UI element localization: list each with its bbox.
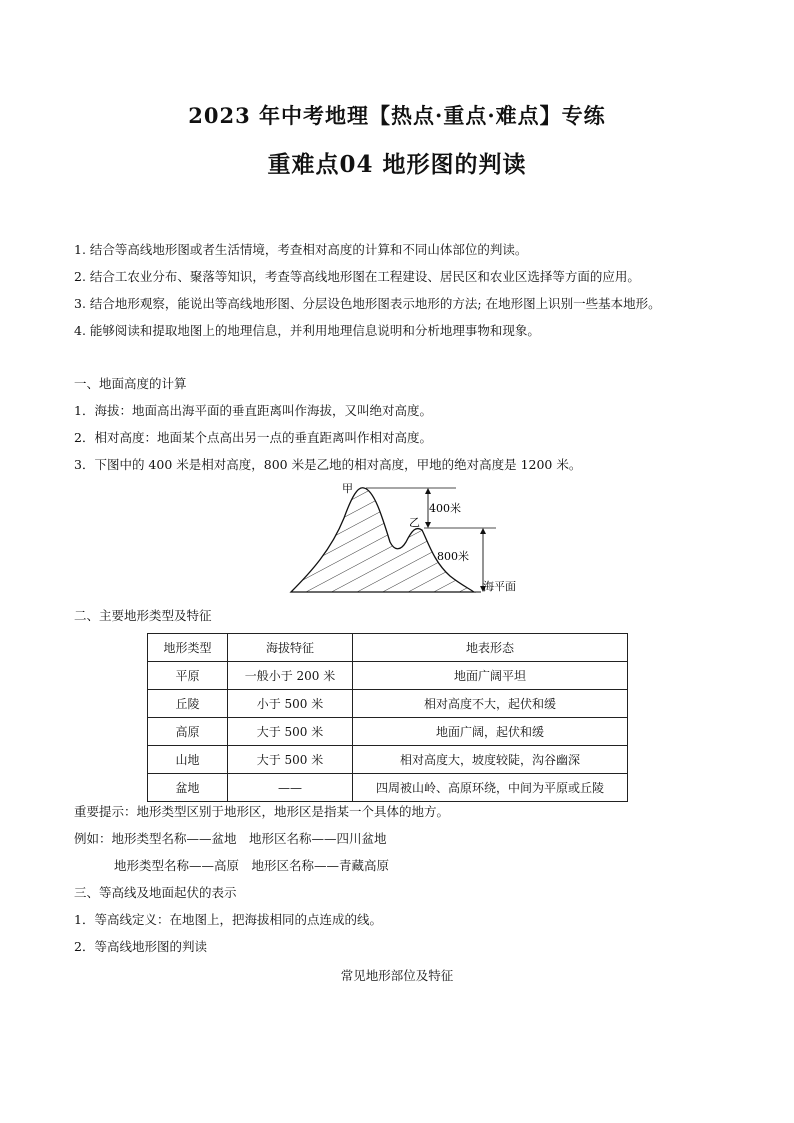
section-contour [74, 882, 382, 963]
table-cell: 相对高度大，坡度较陡，沟谷幽深 [353, 746, 628, 774]
example-line: 地形类型名称——高原 地形区名称——青藏高原 [114, 858, 390, 873]
list-item: 1．海拔：地面高出海平面的垂直距离叫作海拔，又叫绝对高度。 [74, 403, 432, 418]
table-cell: 四周被山岭、高原环绕，中间为平原或丘陵 [353, 774, 628, 802]
arrow-head-down-icon [425, 522, 431, 528]
table-cell: 大于 500 米 [228, 746, 353, 774]
section-terrain-types-heading [74, 605, 212, 632]
important-tip: 重要提示：地形类型区别于地形区，地形区是指某一个具体的地方。 [74, 804, 450, 819]
table-row [148, 774, 628, 802]
label-400: 400米 [429, 502, 461, 515]
document-title: 2023 年中考地理【热点·重点·难点】专练 [188, 103, 606, 128]
list-item: 3．下图中的 400 米是相对高度，800 米是乙地的相对高度，甲地的绝对高度是 1200 米。 [74, 457, 582, 472]
table-row [148, 718, 628, 746]
relative-height-diagram [286, 480, 526, 600]
table-row [148, 662, 628, 690]
table-cell: 地面广阔平坦 [353, 662, 628, 690]
list-item: 2．等高线地形图的判读 [74, 939, 207, 954]
example-line: 例如：地形类型名称——盆地 地形区名称——四川盆地 [74, 831, 387, 846]
goal-item: 1. 结合等高线地形图或者生活情境，考查相对高度的计算和不同山体部位的判读。 [74, 242, 528, 257]
arrow-head-up-icon [425, 488, 431, 494]
table-cell: 一般小于 200 米 [228, 662, 353, 690]
goal-item: 4. 能够阅读和提取地图上的地理信息，并利用地理信息说明和分析地理事物和现象。 [74, 323, 540, 338]
table-header-cell: 地形类型 [148, 634, 228, 662]
terrain-table [147, 633, 628, 802]
learning-goals [74, 239, 734, 347]
table-cell: 盆地 [148, 774, 228, 802]
table-header-cell: 地表形态 [353, 634, 628, 662]
table-cell: 相对高度不大，起伏和缓 [353, 690, 628, 718]
label-800: 800米 [437, 550, 469, 563]
section-altitude [74, 373, 581, 481]
table-cell: 丘陵 [148, 690, 228, 718]
section-heading: 一、地面高度的计算 [74, 376, 187, 391]
goal-item: 3. 结合地形观察，能说出等高线地形图、分层设色地形图表示地形的方法; 在地形图上识别一些基本地形。 [74, 296, 661, 311]
section-heading: 三、等高线及地面起伏的表示 [74, 885, 237, 900]
list-item: 2．相对高度：地面某个点高出另一点的垂直距离叫作相对高度。 [74, 430, 432, 445]
list-item: 1．等高线定义：在地图上，把海拔相同的点连成的线。 [74, 912, 382, 927]
table-row [148, 746, 628, 774]
table-header-cell: 海拔特征 [228, 634, 353, 662]
arrow-head-up-icon [480, 528, 486, 534]
table-row [148, 690, 628, 718]
table-cell: 小于 500 米 [228, 690, 353, 718]
section-terrain-notes [74, 801, 449, 882]
label-sea-level: 海平面 [483, 580, 516, 593]
figure-caption: 常见地形部位及特征 [340, 968, 454, 983]
table-cell: 大于 500 米 [228, 718, 353, 746]
table-cell: 平原 [148, 662, 228, 690]
table-cell: 山地 [148, 746, 228, 774]
label-jia: 甲 [342, 482, 353, 495]
goal-item: 2. 结合工农业分布、聚落等知识，考查等高线地形图在工程建设、居民区和农业区选择等方面的应用。 [74, 269, 640, 284]
table-cell: 高原 [148, 718, 228, 746]
table-cell: —— [228, 774, 353, 802]
table-header-row [148, 634, 628, 662]
document-subtitle: 重难点04 地形图的判读 [267, 151, 527, 178]
section-heading: 二、主要地形类型及特征 [74, 608, 212, 623]
table-cell: 地面广阔，起伏和缓 [353, 718, 628, 746]
label-yi: 乙 [409, 516, 420, 529]
